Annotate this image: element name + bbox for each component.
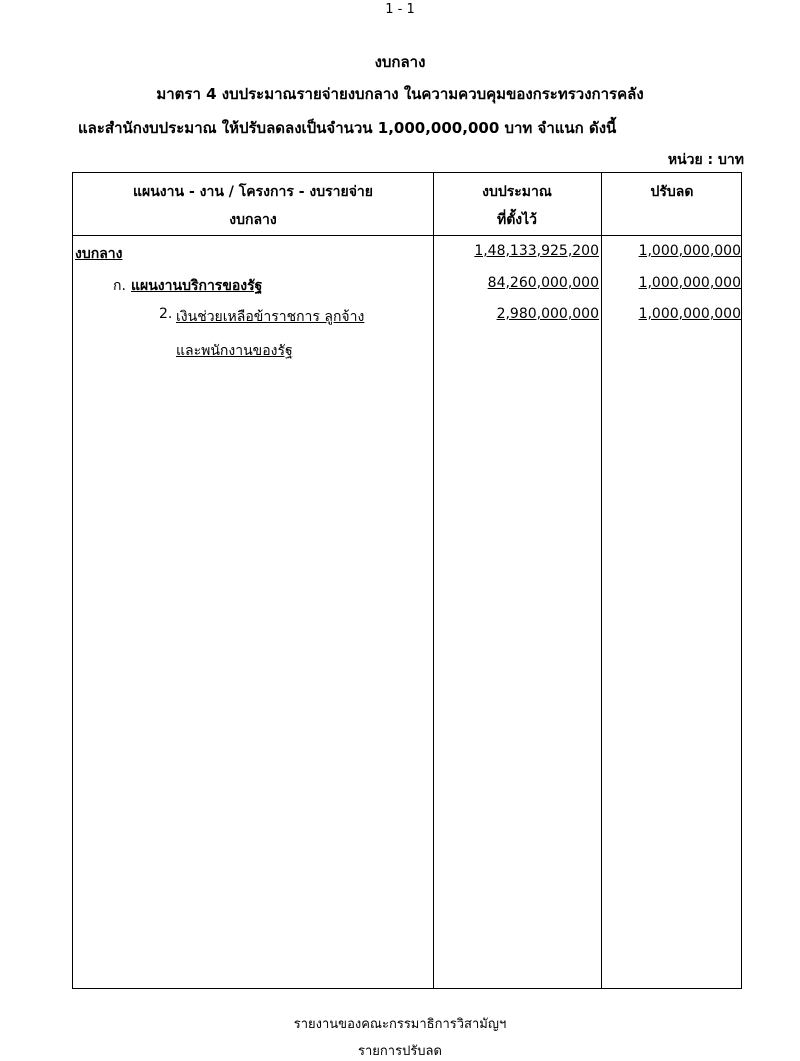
row-label: แผนงานบริการของรัฐ [131,278,263,294]
header-budget: งบประมาณ [482,184,552,200]
row-prefix: ก. [113,278,126,294]
column-divider [601,173,602,988]
row-budget: 84,260,000,000 [487,275,599,291]
footer-line-1: รายงานของคณะกรรมาธิการวิสามัญฯ [293,1017,507,1032]
row-reduction: 1,000,000,000 [638,243,741,259]
unit-label: หน่วย : บาท [667,152,744,168]
document-title: งบกลาง [374,53,426,71]
row-budget: 2,980,000,000 [496,306,599,322]
column-divider [433,173,434,988]
row-label: งบกลาง [75,246,123,262]
header-program: แผนงาน - งาน / โครงการ - งบรายจ่าย [133,184,373,200]
footer-line-2: รายการปรับลด [358,1044,442,1059]
row-label: เงินช่วยเหลือข้าราชการ ลูกจ้าง [176,309,365,325]
row-budget: 1,48,133,925,200 [474,243,599,259]
row-label-line2: และพนักงานของรัฐ [176,343,293,359]
header-reduction: ปรับลด [650,184,694,200]
heading-line-1: มาตรา 4 งบประมาณรายจ่ายงบกลาง ในความควบคุมของกระทรวงการคลัง [156,85,644,103]
header-budget-sub: ที่ตั้งไว้ [496,212,538,228]
page-number: 1 - 1 [385,2,415,17]
row-reduction: 1,000,000,000 [638,275,741,291]
header-program-sub: งบกลาง [229,212,277,228]
header-divider [73,235,741,236]
heading-line-2: และสำนักงบประมาณ ให้ปรับลดลงเป็นจำนวน 1,000,000,000 บาท จำแนก ดังนี้ [78,119,617,137]
row-prefix: 2. [159,306,173,322]
row-reduction: 1,000,000,000 [638,306,741,322]
budget-table [72,172,742,989]
